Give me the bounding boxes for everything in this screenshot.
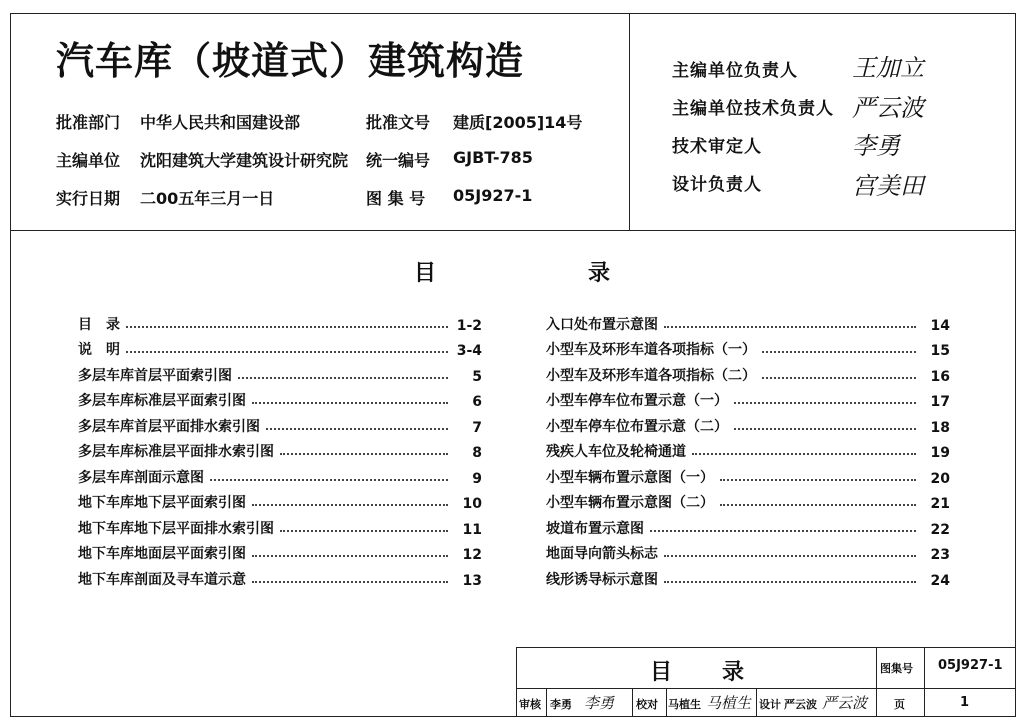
signature-tech-chief: 严云波 xyxy=(852,94,924,122)
leader-dots xyxy=(280,453,448,455)
toc-item-page: 8 xyxy=(472,445,482,461)
toc-item[interactable] xyxy=(78,359,482,385)
review-label: 审核 xyxy=(519,698,541,711)
toc-item-label: 小型车停车位布置示意（一） xyxy=(546,393,728,409)
toc-item[interactable] xyxy=(546,436,950,462)
leader-dots xyxy=(252,581,448,583)
toc-item-page: 22 xyxy=(930,521,950,538)
leader-dots xyxy=(762,377,916,379)
toc-item-label: 小型车停车位布置示意（二） xyxy=(546,418,728,435)
review-name: 李勇 xyxy=(550,698,572,711)
leader-dots xyxy=(280,530,448,532)
leader-dots xyxy=(734,428,916,430)
toc-item-label: 小型车及环形车道各项指标（二） xyxy=(546,367,756,384)
toc-item[interactable] xyxy=(78,436,482,462)
effective-date: 二00五年三月一日 xyxy=(140,189,275,208)
toc-right-column xyxy=(546,308,950,589)
toc-item-page: 7 xyxy=(472,419,482,436)
design-signature: 严云波 xyxy=(822,694,868,712)
toc-item[interactable] xyxy=(546,410,950,436)
leader-dots xyxy=(720,504,916,506)
toc-item[interactable] xyxy=(78,410,482,436)
toc-item-label: 地下车库地面层平面索引图 xyxy=(78,546,246,562)
leader-dots xyxy=(252,402,448,404)
role-tech-review: 技术审定人 xyxy=(672,137,762,157)
title-block-cell-4 xyxy=(756,688,757,717)
toc-item-page: 6 xyxy=(472,394,482,410)
toc-item-page: 24 xyxy=(930,572,950,589)
title-block-col-b xyxy=(924,647,925,717)
toc-item-label: 多层车库剖面示意图 xyxy=(78,469,204,486)
title-block-atlas-label: 图集号 xyxy=(880,662,913,675)
toc-item-label: 地下车库剖面及寻车道示意 xyxy=(78,571,246,588)
title-block-atlas-no: 05J927-1 xyxy=(938,658,1003,673)
toc-item-label: 地下车库地下层平面排水索引图 xyxy=(78,520,274,537)
toc-item-page: 13 xyxy=(462,572,482,589)
toc-item[interactable] xyxy=(546,512,950,538)
toc-item-label: 多层车库首层平面排水索引图 xyxy=(78,418,260,435)
toc-left-column xyxy=(78,308,482,589)
title-block-col-a xyxy=(876,647,877,717)
page-title: 汽车库（坡道式）建筑构造 xyxy=(56,39,525,83)
approval-dept: 中华人民共和国建设部 xyxy=(140,113,301,132)
toc-item-label: 坡道布置示意图 xyxy=(546,520,644,537)
role-design-lead: 设计负责人 xyxy=(672,175,762,195)
approval-doc-label: 批准文号 xyxy=(366,113,431,132)
leader-dots xyxy=(252,504,448,506)
leader-dots xyxy=(664,555,916,557)
unified-no: GJBT-785 xyxy=(453,148,533,167)
toc-item-label: 线形诱导标示意图 xyxy=(546,571,658,588)
toc-item[interactable] xyxy=(546,385,950,411)
toc-item-page: 12 xyxy=(462,547,482,563)
page-label: 页 xyxy=(894,698,905,711)
review-signature: 李勇 xyxy=(584,694,615,712)
toc-item-label: 多层车库标准层平面排水索引图 xyxy=(78,444,274,460)
leader-dots xyxy=(252,555,448,557)
toc-item[interactable] xyxy=(546,538,950,564)
leader-dots xyxy=(664,581,916,583)
atlas-no-label: 图 集 号 xyxy=(366,189,426,208)
toc-item-label: 残疾人车位及轮椅通道 xyxy=(546,444,686,460)
toc-item[interactable] xyxy=(78,461,482,487)
toc-item-label: 多层车库首层平面索引图 xyxy=(78,367,232,384)
editor-unit-label: 主编单位 xyxy=(56,151,121,170)
toc-item-page: 14 xyxy=(930,317,950,334)
toc-item-page: 19 xyxy=(930,445,950,461)
approval-doc: 建质[2005]14号 xyxy=(453,113,583,132)
toc-item-page: 16 xyxy=(930,368,950,385)
signature-tech-review: 李勇 xyxy=(852,132,900,160)
toc-item[interactable] xyxy=(78,308,482,334)
toc-item-page: 23 xyxy=(930,547,950,563)
toc-item[interactable] xyxy=(546,334,950,360)
role-chief-unit: 主编单位负责人 xyxy=(672,61,798,81)
toc-item[interactable] xyxy=(78,563,482,589)
role-tech-chief: 主编单位技术负责人 xyxy=(672,99,834,119)
leader-dots xyxy=(238,377,448,379)
leader-dots xyxy=(664,326,916,328)
toc-item[interactable] xyxy=(546,359,950,385)
toc-item-page: 1-2 xyxy=(456,317,482,334)
effective-date-label: 实行日期 xyxy=(56,189,121,208)
leader-dots xyxy=(734,402,916,404)
check-name: 马植生 xyxy=(668,698,701,711)
toc-item-page: 9 xyxy=(472,470,482,487)
toc-item-page: 18 xyxy=(930,419,950,436)
design-name: 严云波 xyxy=(784,698,817,711)
title-block-cell-2 xyxy=(632,688,633,717)
toc-item-label: 小型车及环形车道各项指标（一） xyxy=(546,342,756,358)
check-signature: 马植生 xyxy=(706,694,752,712)
header-vertical-divider xyxy=(629,13,630,230)
leader-dots xyxy=(650,530,916,532)
toc-item[interactable] xyxy=(546,487,950,513)
toc-item-page: 15 xyxy=(930,343,950,359)
signature-chief-unit: 王加立 xyxy=(852,54,924,82)
title-block-divider xyxy=(516,688,1016,689)
signature-design-lead: 宫美田 xyxy=(852,172,924,200)
unified-no-label: 统一编号 xyxy=(366,151,431,170)
toc-item[interactable] xyxy=(78,512,482,538)
approval-dept-label: 批准部门 xyxy=(56,113,121,132)
toc-item-page: 21 xyxy=(930,496,950,512)
toc-item[interactable] xyxy=(78,385,482,411)
page-number: 1 xyxy=(960,695,970,710)
toc-item-page: 5 xyxy=(472,368,482,385)
title-block-cell-3 xyxy=(666,688,667,717)
leader-dots xyxy=(720,479,916,481)
toc-heading-left: 目 xyxy=(414,261,437,286)
toc-item-label: 小型车辆布置示意图（一） xyxy=(546,469,714,486)
leader-dots xyxy=(692,453,916,455)
editor-unit: 沈阳建筑大学建筑设计研究院 xyxy=(140,151,349,170)
toc-item[interactable] xyxy=(78,487,482,513)
header-divider xyxy=(10,230,1016,231)
toc-item-page: 3-4 xyxy=(456,343,482,359)
toc-item-label: 地下车库地下层平面索引图 xyxy=(78,495,246,511)
leader-dots xyxy=(762,351,916,353)
toc-item-page: 17 xyxy=(930,394,950,410)
check-label: 校对 xyxy=(636,698,658,711)
toc-item-page: 20 xyxy=(930,470,950,487)
toc-item[interactable] xyxy=(546,461,950,487)
toc-item[interactable] xyxy=(78,334,482,360)
toc-item-label: 地面导向箭头标志 xyxy=(546,546,658,562)
leader-dots xyxy=(126,351,448,353)
leader-dots xyxy=(210,479,448,481)
toc-item-page: 11 xyxy=(462,521,482,538)
toc-item-label: 目 录 xyxy=(78,316,120,333)
atlas-no: 05J927-1 xyxy=(453,186,533,205)
toc-item-label: 小型车辆布置示意图（二） xyxy=(546,495,714,511)
title-block-cell-1 xyxy=(546,688,547,717)
leader-dots xyxy=(126,326,448,328)
toc-item-label: 多层车库标准层平面索引图 xyxy=(78,393,246,409)
toc-heading-right: 录 xyxy=(588,261,611,286)
leader-dots xyxy=(266,428,448,430)
design-label: 设计 xyxy=(759,698,781,711)
toc-item-label: 说 明 xyxy=(78,342,120,358)
toc-item[interactable] xyxy=(546,563,950,589)
toc-item[interactable] xyxy=(546,308,950,334)
toc-item-label: 入口处布置示意图 xyxy=(546,316,658,333)
title-block-title-right: 录 xyxy=(722,660,745,685)
toc-item-page: 10 xyxy=(462,496,482,512)
title-block-title-left: 目 xyxy=(650,660,673,685)
toc-item[interactable] xyxy=(78,538,482,564)
